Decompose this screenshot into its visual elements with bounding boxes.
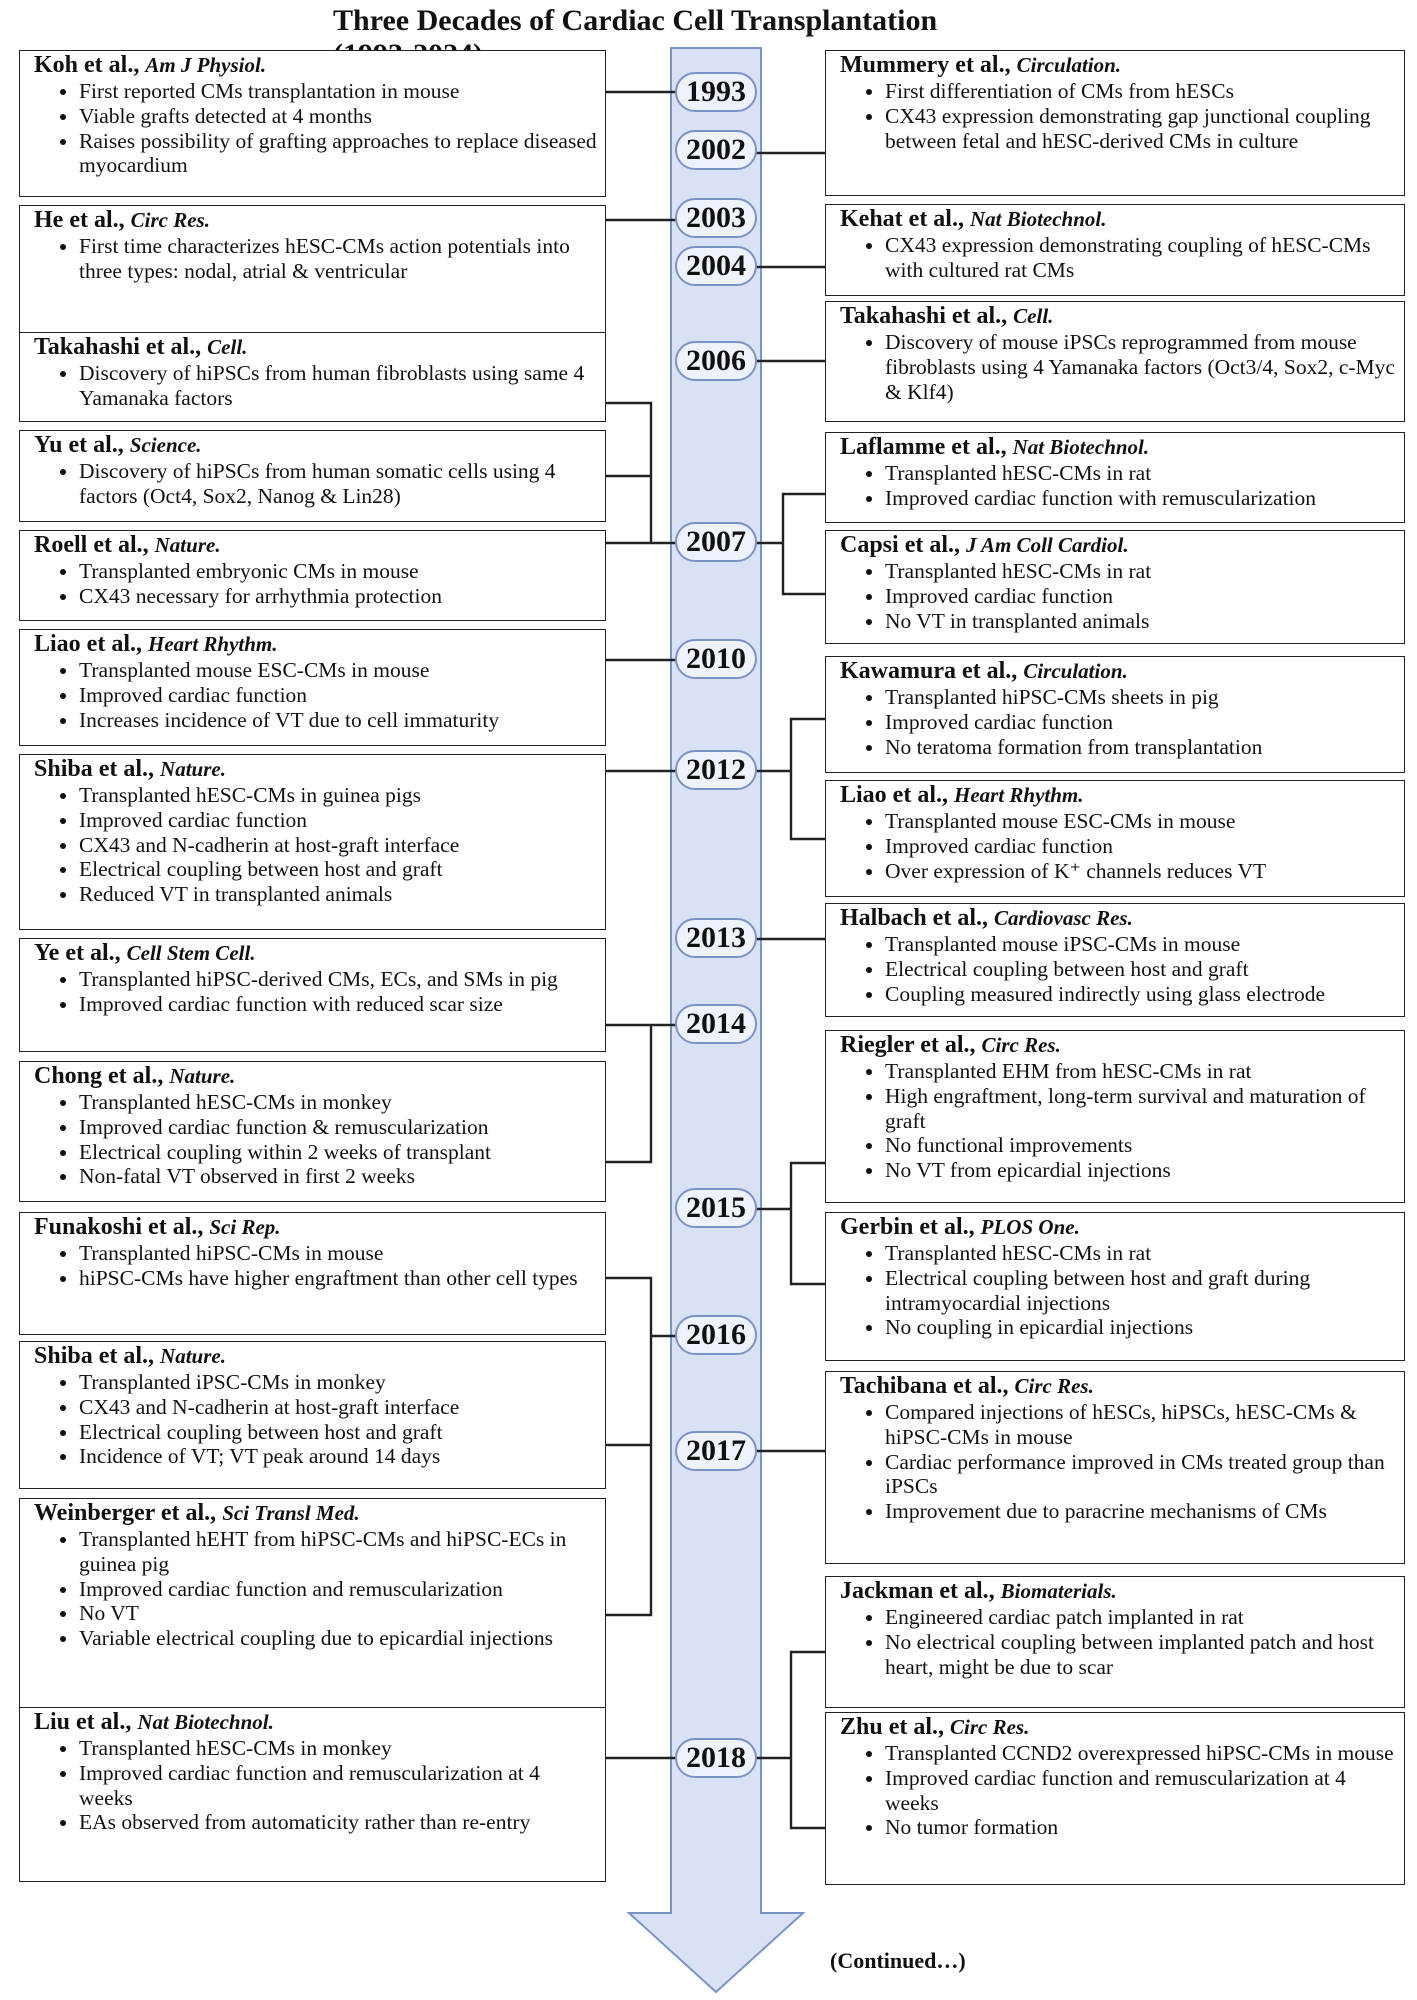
bracket-2016-left (606, 1278, 676, 1615)
year-pill-2003: 2003 (675, 198, 757, 238)
study-author: Kehat et al., (840, 206, 970, 232)
study-author: Liao et al., (34, 631, 148, 657)
study-finding: • Improved cardiac function with reduced scar size (79, 992, 597, 1017)
study-author: Liao et al., (840, 782, 954, 808)
study-box-halbach (825, 903, 1405, 1017)
study-finding: • Discovery of hiPSCs from human fibroblasts using same 4 Yamanaka factors (79, 361, 597, 411)
study-journal: Science. (129, 433, 202, 457)
study-finding: • Variable electrical coupling due to epicardial injections (79, 1626, 597, 1651)
study-author: He et al., (34, 207, 131, 233)
study-box-shiba2016 (19, 1341, 606, 1489)
study-finding: • Electrical coupling within 2 weeks of transplant (79, 1140, 597, 1165)
study-finding: • No VT (79, 1601, 597, 1626)
study-journal: Nature. (160, 1344, 226, 1368)
study-citation (840, 782, 1396, 809)
study-box-liao2012 (825, 780, 1405, 897)
study-citation (840, 1578, 1396, 1605)
study-author: Gerbin et al., (840, 1214, 981, 1240)
study-citation (840, 905, 1396, 932)
study-author: Mummery et al., (840, 52, 1017, 78)
bracket-2018-right (756, 1652, 826, 1828)
study-findings-list (840, 461, 1396, 511)
study-findings-list (840, 330, 1396, 404)
study-box-mummery (825, 50, 1405, 196)
study-citation (840, 303, 1396, 330)
study-author: Capsi et al., (840, 532, 966, 558)
study-findings-list (840, 809, 1396, 883)
study-finding: • CX43 expression demonstrating gap junctional coupling between fetal and hESC-derived CMs in culture (885, 104, 1396, 154)
study-finding: • hiPSC-CMs have higher engraftment than other cell types (79, 1266, 597, 1291)
study-citation (840, 206, 1396, 233)
study-author: Takahashi et al., (34, 334, 208, 360)
title-line-1: Three Decades of Cardiac Cell Transplantation (333, 4, 938, 37)
study-journal: Circulation. (1016, 53, 1122, 77)
study-finding: • Transplanted hEHT from hiPSC-CMs and hiPSC-ECs in guinea pig (79, 1527, 597, 1577)
study-finding: • No coupling in epicardial injections (885, 1315, 1396, 1340)
study-finding: • CX43 and N-cadherin at host-graft interface (79, 833, 597, 858)
study-findings-list (34, 967, 597, 1017)
study-journal: Nat Biotechnol. (137, 1710, 274, 1734)
study-findings-list (34, 79, 597, 178)
study-finding: • Coupling measured indirectly using glass electrode (885, 982, 1396, 1007)
study-findings-list (34, 783, 597, 907)
study-box-weinberger (19, 1498, 606, 1710)
study-finding: • Improvement due to paracrine mechanisms of CMs (885, 1499, 1396, 1524)
continued-note: (Continued…) (830, 1948, 966, 1973)
bracket-2007-left (606, 403, 676, 543)
study-finding: • Transplanted hESC-CMs in monkey (79, 1736, 597, 1761)
year-pill-2004: 2004 (675, 246, 757, 286)
study-finding: • EAs observed from automaticity rather than re-entry (79, 1810, 597, 1835)
study-finding: • Improved cardiac function and remuscularization (79, 1577, 597, 1602)
study-findings-list (840, 559, 1396, 633)
study-citation (34, 1500, 597, 1527)
study-journal: Cell. (207, 335, 248, 359)
study-journal: Cardiovasc Res. (994, 906, 1133, 930)
study-journal: Circulation. (1023, 659, 1128, 683)
study-journal: Circ Res. (1014, 1374, 1094, 1398)
study-finding: • Improved cardiac function with remuscularization (885, 486, 1396, 511)
study-finding: • Non-fatal VT observed in first 2 weeks (79, 1164, 597, 1189)
study-findings-list (840, 932, 1396, 1006)
study-finding: • Transplanted hESC-CMs in rat (885, 461, 1396, 486)
study-finding: • Transplanted mouse ESC-CMs in mouse (885, 809, 1396, 834)
year-pill-2016: 2016 (675, 1315, 757, 1355)
year-pill-2013: 2013 (675, 918, 757, 958)
study-journal: Circ Res. (950, 1715, 1030, 1739)
study-citation (840, 434, 1396, 461)
study-finding: • Reduced VT in transplanted animals (79, 882, 597, 907)
study-citation (34, 207, 597, 234)
study-journal: Biomaterials. (1000, 1579, 1117, 1603)
study-author: Koh et al., (34, 52, 146, 78)
year-pill-2012: 2012 (675, 750, 757, 790)
study-journal: Heart Rhythm. (954, 783, 1084, 807)
study-box-ye (19, 938, 606, 1052)
study-journal: Nature. (169, 1064, 236, 1088)
study-finding: • Transplanted hESC-CMs in rat (885, 1241, 1396, 1266)
study-journal: Nat Biotechnol. (969, 207, 1107, 231)
year-pill-2018: 2018 (675, 1738, 757, 1778)
study-finding: • No electrical coupling between implanted patch and host heart, might be due to scar (885, 1630, 1396, 1680)
study-finding: • Discovery of mouse iPSCs reprogrammed from mouse fibroblasts using 4 Yamanaka factors (Oct3/4, Sox2, c-Myc & Klf4) (885, 330, 1396, 404)
study-citation (840, 1373, 1396, 1400)
study-finding: • Transplanted mouse iPSC-CMs in mouse (885, 932, 1396, 957)
study-journal: Cell. (1013, 304, 1054, 328)
study-findings-list (840, 1241, 1396, 1340)
study-author: Halbach et al., (840, 905, 994, 931)
study-author: Tachibana et al., (840, 1373, 1015, 1399)
study-findings-list (840, 233, 1396, 283)
study-finding: • Transplanted hESC-CMs in rat (885, 559, 1396, 584)
study-finding: • Transplanted hiPSC-CMs sheets in pig (885, 685, 1396, 710)
study-author: Takahashi et al., (840, 303, 1014, 329)
study-finding: • Transplanted mouse ESC-CMs in mouse (79, 658, 597, 683)
study-finding: • Improved cardiac function and remuscularization at 4 weeks (79, 1761, 597, 1811)
year-pill-2015: 2015 (675, 1188, 757, 1228)
study-box-yu (19, 430, 606, 522)
study-finding: • No functional improvements (885, 1133, 1396, 1158)
study-findings-list (34, 1736, 597, 1835)
bracket-2014-left (606, 1025, 676, 1162)
study-findings-list (34, 1090, 597, 1189)
study-finding: • Improved cardiac function and remuscularization at 4 weeks (885, 1766, 1396, 1816)
study-author: Laflamme et al., (840, 434, 1013, 460)
study-finding: • Compared injections of hESCs, hiPSCs, hESC-CMs & hiPSC-CMs in mouse (885, 1400, 1396, 1450)
study-finding: • Transplanted hESC-CMs in monkey (79, 1090, 597, 1115)
study-author: Riegler et al., (840, 1032, 982, 1058)
study-findings-list (34, 1527, 597, 1651)
study-finding: • Increases incidence of VT due to cell immaturity (79, 708, 597, 733)
study-journal: Sci Rep. (209, 1215, 281, 1239)
study-citation (34, 631, 597, 658)
year-pill-2010: 2010 (675, 639, 757, 679)
year-pill-1993: 1993 (675, 72, 757, 112)
study-author: Chong et al., (34, 1063, 170, 1089)
study-finding: • Electrical coupling between host and graft during intramyocardial injections (885, 1266, 1396, 1316)
study-citation (34, 756, 597, 783)
study-finding: • No VT in transplanted animals (885, 609, 1396, 634)
study-journal: Circ Res. (130, 208, 210, 232)
study-citation (840, 1032, 1396, 1059)
study-finding: • Transplanted hiPSC-CMs in mouse (79, 1241, 597, 1266)
study-finding: • Transplanted iPSC-CMs in monkey (79, 1370, 597, 1395)
study-author: Weinberger et al., (34, 1500, 223, 1526)
study-findings-list (34, 559, 597, 609)
study-box-shiba2012 (19, 754, 606, 930)
study-box-jackman (825, 1576, 1405, 1708)
year-pill-2017: 2017 (675, 1431, 757, 1471)
study-findings-list (34, 658, 597, 732)
study-findings-list (840, 79, 1396, 153)
study-finding: • Improved cardiac function (885, 834, 1396, 859)
study-journal: Sci Transl Med. (222, 1501, 360, 1525)
study-findings-list (840, 1605, 1396, 1679)
year-pill-2002: 2002 (675, 130, 757, 170)
study-findings-list (34, 459, 597, 509)
study-citation (840, 1714, 1396, 1741)
study-finding: • High engraftment, long-term survival and maturation of graft (885, 1084, 1396, 1134)
study-citation (34, 432, 597, 459)
study-finding: • Improved cardiac function (885, 584, 1396, 609)
study-box-kawamura (825, 656, 1405, 773)
study-citation (34, 532, 597, 559)
study-box-funakoshi (19, 1212, 606, 1335)
study-finding: • No tumor formation (885, 1815, 1396, 1840)
study-finding: • First reported CMs transplantation in mouse (79, 79, 597, 104)
study-finding: • No VT from epicardial injections (885, 1158, 1396, 1183)
year-pill-2007: 2007 (675, 522, 757, 562)
study-box-koh (19, 50, 606, 197)
study-author: Shiba et al., (34, 1343, 161, 1369)
study-journal: Nat Biotechnol. (1012, 435, 1150, 459)
study-finding: • CX43 necessary for arrhythmia protection (79, 584, 597, 609)
study-finding: • Improved cardiac function & remuscularization (79, 1115, 597, 1140)
study-box-liao2010 (19, 629, 606, 746)
bracket-2015-right (756, 1163, 826, 1284)
study-findings-list (840, 1741, 1396, 1840)
study-finding: • Transplanted CCND2 overexpressed hiPSC-CMs in mouse (885, 1741, 1396, 1766)
study-findings-list (34, 1241, 597, 1291)
study-findings-list (34, 234, 597, 284)
study-box-takahashi2007 (19, 332, 606, 422)
study-finding: • Viable grafts detected at 4 months (79, 104, 597, 129)
study-citation (34, 1063, 597, 1090)
study-box-tachibana (825, 1371, 1405, 1564)
study-journal: J Am Coll Cardiol. (966, 533, 1129, 557)
study-finding: • CX43 and N-cadherin at host-graft interface (79, 1395, 597, 1420)
study-finding: • Cardiac performance improved in CMs treated group than iPSCs (885, 1450, 1396, 1500)
study-journal: PLOS One. (980, 1215, 1080, 1239)
study-box-riegler (825, 1030, 1405, 1203)
study-author: Funakoshi et al., (34, 1214, 210, 1240)
study-citation (840, 532, 1396, 559)
study-citation (34, 1709, 597, 1736)
study-author: Jackman et al., (840, 1578, 1001, 1604)
study-citation (840, 658, 1396, 685)
study-author: Ye et al., (34, 940, 127, 966)
study-box-zhu (825, 1712, 1405, 1885)
study-citation (34, 1214, 597, 1241)
study-citation (34, 1343, 597, 1370)
study-finding: • No teratoma formation from transplantation (885, 735, 1396, 760)
bracket-2007-right (756, 494, 826, 594)
study-finding: • Improved cardiac function (885, 710, 1396, 735)
study-citation (34, 52, 597, 79)
study-finding: • Improved cardiac function (79, 808, 597, 833)
year-pill-2006: 2006 (675, 341, 757, 381)
study-findings-list (34, 1370, 597, 1469)
bracket-2012-right (756, 719, 826, 839)
study-finding: • Discovery of hiPSCs from human somatic cells using 4 factors (Oct4, Sox2, Nanog & Lin28) (79, 459, 597, 509)
study-citation (840, 1214, 1396, 1241)
year-pill-2014: 2014 (675, 1004, 757, 1044)
study-finding: • Electrical coupling between host and graft (79, 1420, 597, 1445)
study-citation (34, 334, 597, 361)
study-finding: • Electrical coupling between host and graft (885, 957, 1396, 982)
study-box-roell (19, 530, 606, 621)
study-author: Yu et al., (34, 432, 130, 458)
study-finding: • First differentiation of CMs from hESCs (885, 79, 1396, 104)
study-finding: • Over expression of K⁺ channels reduces VT (885, 859, 1396, 884)
study-journal: Am J Physiol. (145, 53, 267, 77)
study-finding: • CX43 expression demonstrating coupling of hESC-CMs with cultured rat CMs (885, 233, 1396, 283)
study-citation (840, 52, 1396, 79)
study-box-liu (19, 1707, 606, 1882)
study-author: Shiba et al., (34, 756, 161, 782)
study-box-kehat (825, 204, 1405, 296)
study-author: Liu et al., (34, 1709, 138, 1735)
study-finding: • Transplanted EHM from hESC-CMs in rat (885, 1059, 1396, 1084)
study-box-gerbin (825, 1212, 1405, 1361)
study-finding: • Transplanted hiPSC-derived CMs, ECs, and SMs in pig (79, 967, 597, 992)
study-findings-list (840, 685, 1396, 759)
study-finding: • Raises possibility of grafting approaches to replace diseased myocardium (79, 129, 597, 179)
study-finding: • Transplanted hESC-CMs in guinea pigs (79, 783, 597, 808)
study-box-laflamme (825, 432, 1405, 523)
study-findings-list (840, 1059, 1396, 1183)
study-journal: Nature. (154, 533, 221, 557)
study-journal: Cell Stem Cell. (126, 941, 256, 965)
study-findings-list (34, 361, 597, 411)
study-author: Roell et al., (34, 532, 155, 558)
study-finding: • Transplanted embryonic CMs in mouse (79, 559, 597, 584)
study-findings-list (840, 1400, 1396, 1524)
study-box-chong (19, 1061, 606, 1202)
study-finding: • First time characterizes hESC-CMs action potentials into three types: nodal, atrial & ventricular (79, 234, 597, 284)
study-author: Zhu et al., (840, 1714, 951, 1740)
study-finding: • Incidence of VT; VT peak around 14 days (79, 1444, 597, 1469)
study-citation (34, 940, 597, 967)
study-journal: Circ Res. (981, 1033, 1061, 1057)
study-finding: • Improved cardiac function (79, 683, 597, 708)
study-box-takahashi2006 (825, 301, 1405, 422)
study-journal: Heart Rhythm. (148, 632, 278, 656)
study-finding: • Electrical coupling between host and graft (79, 857, 597, 882)
study-author: Kawamura et al., (840, 658, 1024, 684)
study-finding: • Engineered cardiac patch implanted in rat (885, 1605, 1396, 1630)
study-box-capsi (825, 530, 1405, 644)
study-journal: Nature. (160, 757, 226, 781)
